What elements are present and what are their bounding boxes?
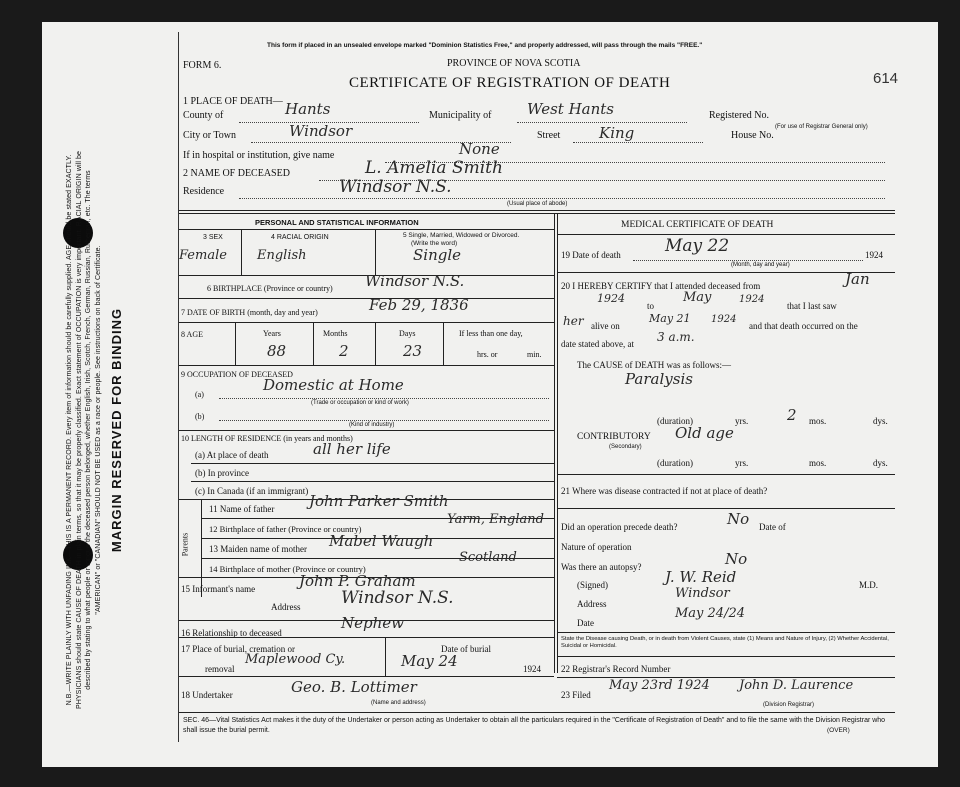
days-label: Days xyxy=(399,329,416,338)
filed-value: May 23rd 1924 xyxy=(609,678,710,693)
mother-birthplace-value: Scotland xyxy=(459,550,517,565)
city-label: City or Town xyxy=(183,130,237,141)
division-registrar-note: (Division Registrar) xyxy=(763,702,815,708)
birthplace-value: Windsor N.S. xyxy=(365,272,465,290)
place-heading: 1 PLACE OF DEATH— xyxy=(183,96,283,107)
secondary-note: (Secondary) xyxy=(609,444,642,450)
occ-a-note: (Trade or occupation or kind of work) xyxy=(311,400,409,406)
informant-address-value: Windsor N.S. xyxy=(341,588,454,608)
signed-value: J. W. Reid xyxy=(665,568,737,586)
occ-a-label: (a) xyxy=(195,390,204,399)
personal-heading: PERSONAL AND STATISTICAL INFORMATION xyxy=(255,218,419,227)
father-value: John Parker Smith xyxy=(309,492,449,510)
contrib-mos-label: mos. xyxy=(809,458,827,468)
certify-year-2: 1924 xyxy=(739,294,765,305)
margin-binding-label: MARGIN RESERVED FOR BINDING xyxy=(109,307,124,553)
house-label: House No. xyxy=(731,130,774,141)
cause-label: The CAUSE of DEATH was as follows:— xyxy=(577,360,731,370)
years-label: Years xyxy=(263,329,281,338)
hospital-label: If in hospital or institution, give name xyxy=(183,150,335,161)
certify-label: 20 I HEREBY CERTIFY that I attended deceased from xyxy=(561,281,761,291)
certificate-form xyxy=(178,32,899,742)
contrib-dys-label: dys. xyxy=(873,458,888,468)
death-date-label: 19 Date of death xyxy=(561,250,621,260)
relationship-label: 16 Relationship to deceased xyxy=(181,628,282,638)
father-birthplace-label: 12 Birthplace of father (Province or country) xyxy=(209,524,362,534)
registered-label: Registered No. xyxy=(709,110,769,121)
mother-value: Mabel Waugh xyxy=(329,532,434,550)
res-c-label: (c) In Canada (if an immigrant) xyxy=(195,486,309,496)
marital-label: 5 Single, Married, Widowed or Divorced. xyxy=(403,232,520,239)
parents-label: Parents xyxy=(180,532,190,557)
municipality-label: Municipality of xyxy=(429,110,492,121)
certify-year-1: 1924 xyxy=(597,292,625,305)
dob-value: Feb 29, 1836 xyxy=(369,296,469,314)
racial-label: 4 RACIAL ORIGIN xyxy=(271,234,329,241)
cause-yrs-label: yrs. xyxy=(735,416,749,426)
occupation-label: 9 OCCUPATION OF DECEASED xyxy=(181,370,293,379)
undertaker-value: Geo. B. Lottimer xyxy=(291,678,417,696)
binding-margin xyxy=(65,150,175,710)
county-label: County of xyxy=(183,110,224,121)
street-label: Street xyxy=(537,130,561,141)
section-46-note: SEC. 46—Vital Statistics Act makes it the duty of the Undertaker or person acting as Undertaker to obtain all the particulars required in the "Certificate of Registration of Death" and to file the same with the Division Registrar who shall issue the burial permit. xyxy=(183,717,886,734)
name-label: 2 NAME OF DECEASED xyxy=(183,168,290,179)
mother-label: 13 Maiden name of mother xyxy=(209,544,307,554)
contributory-value: Old age xyxy=(675,424,734,442)
physician-address-label: Address xyxy=(577,599,607,609)
signed-date-label: Date xyxy=(577,618,594,628)
undertaker-label: 18 Undertaker xyxy=(181,690,233,700)
marital-note: (Write the word) xyxy=(411,240,458,247)
mail-notice: This form if placed in an unsealed envelope marked "Dominion Statistics Free," and properly addressed, will pass through the mails "FREE." xyxy=(267,42,703,49)
informant-label: 15 Informant's name xyxy=(181,584,256,594)
street-value: King xyxy=(599,124,635,142)
informant-address-label: Address xyxy=(271,602,301,612)
burial-place-label: 17 Place of burial, cremation or xyxy=(181,644,295,654)
filed-label: 23 Filed xyxy=(561,690,591,700)
autopsy-value: No xyxy=(725,550,748,568)
margin-instructions: N.B.—WRITE PLAINLY WITH UNFADING INK—THIS IS A PERMANENT RECORD. Every item of information should be carefully supplied. AGE should be stated EXACTLY. PHYSICIANS should state CAUSE OF DEATH in plain terms, so that it may be properly classified. Exact statement of OCCUPATION is very important. RACIAL ORIGIN will be described by stating to what people or tongue the deceased person belonged, whether English, Irish, Scotch, French, German, Russian, Ruthenian, etc. The terms "AMERICAN" or "CANADIAN" SHOULD NOT BE USED as a race or people. See instructions on back of Certificate. xyxy=(66,150,102,710)
burial-date-label: Date of burial xyxy=(441,644,491,654)
alive-year: 1924 xyxy=(711,314,737,325)
relationship-value: Nephew xyxy=(341,614,404,632)
signed-date-value: May 24/24 xyxy=(675,606,746,621)
stamp-number: 614 xyxy=(873,70,899,87)
cause-duration-value: 2 xyxy=(787,406,797,424)
residence-value: Windsor N.S. xyxy=(339,177,452,197)
province-heading: PROVINCE OF NOVA SCOTIA xyxy=(447,58,581,69)
form-number: FORM 6. xyxy=(183,60,222,71)
residence-length-heading: 10 LENGTH OF RESIDENCE (in years and months) xyxy=(181,434,353,443)
name-value: L. Amelia Smith xyxy=(365,158,503,178)
to-label: to xyxy=(647,301,655,311)
res-a-value: all her life xyxy=(313,440,391,458)
alive-value: May 21 xyxy=(649,312,691,325)
age-label: 8 AGE xyxy=(181,330,203,339)
time-value: 3 a.m. xyxy=(657,330,695,344)
removal-label: removal xyxy=(205,664,235,674)
burial-year: 1924 xyxy=(523,664,541,674)
hospital-value: None xyxy=(459,140,500,158)
contrib-duration-label: (duration) xyxy=(657,458,693,468)
occupation-value: Domestic at Home xyxy=(263,376,404,394)
months-value: 2 xyxy=(339,342,349,360)
record-number-label: 22 Registrar's Record Number xyxy=(561,664,671,674)
death-date-note: (Month, day and year) xyxy=(731,262,790,268)
marital-value: Single xyxy=(413,246,462,264)
burial-place-value: Maplewood Cy. xyxy=(245,652,346,667)
racial-value: English xyxy=(257,248,307,263)
dob-label: 7 DATE OF BIRTH (month, day and year) xyxy=(181,308,318,317)
father-birthplace-value: Yarm, England xyxy=(447,512,544,527)
occ-b-label: (b) xyxy=(195,412,205,421)
over-label: (OVER) xyxy=(827,727,850,734)
sex-label: 3 SEX xyxy=(203,234,223,241)
contrib-yrs-label: yrs. xyxy=(735,458,749,468)
hrs-label: hrs. or xyxy=(477,350,498,359)
cause-dys-label: dys. xyxy=(873,416,888,426)
registrar-note: (For use of Registrar General only) xyxy=(775,124,868,130)
certify-to: May xyxy=(683,290,712,305)
municipality-value: West Hants xyxy=(527,100,614,118)
death-year: 1924 xyxy=(865,250,883,260)
physician-address-value: Windsor xyxy=(675,586,730,601)
alive-label: alive on xyxy=(591,321,620,331)
father-label: 11 Name of father xyxy=(209,504,275,514)
res-b-label: (b) In province xyxy=(195,468,249,478)
months-label: Months xyxy=(323,329,348,338)
mother-birthplace-label: 14 Birthplace of mother (Province or country) xyxy=(209,564,366,574)
city-value: Windsor xyxy=(289,122,353,140)
violent-causes-note: State the Disease causing Death, or in death from Violent Causes, state (1) Means and Nature of Injury, (2) Whether Accidental, Suicidal or Homicidal. xyxy=(561,636,889,649)
last-saw-label: that I last saw xyxy=(787,301,837,311)
residence-note: (Usual place of abode) xyxy=(507,201,568,207)
min-label: min. xyxy=(527,350,542,359)
undertaker-note: (Name and address) xyxy=(371,700,426,706)
cause-mos-label: mos. xyxy=(809,416,827,426)
informant-value: John P. Graham xyxy=(299,572,416,590)
cause-value: Paralysis xyxy=(625,370,693,388)
md-label: M.D. xyxy=(859,580,879,590)
pronoun-value: her xyxy=(563,314,584,328)
certify-from: Jan xyxy=(845,270,870,288)
nature-label: Nature of operation xyxy=(561,542,632,552)
res-a-label: (a) At place of death xyxy=(195,450,269,460)
birthplace-label: 6 BIRTHPLACE (Province or country) xyxy=(207,284,333,293)
operation-value: No xyxy=(727,510,750,528)
occurred-label: and that death occurred on the xyxy=(749,321,858,331)
autopsy-label: Was there an autopsy? xyxy=(561,562,642,572)
contracted-label: 21 Where was disease contracted if not at place of death? xyxy=(561,486,768,496)
less-day-label: If less than one day, xyxy=(459,329,523,338)
signed-label: (Signed) xyxy=(577,580,608,590)
residence-label: Residence xyxy=(183,186,225,197)
contributory-label: CONTRIBUTORY xyxy=(577,432,651,442)
sex-value: Female xyxy=(179,248,227,263)
death-date-value: May 22 xyxy=(665,236,730,256)
occ-b-note: (Kind of industry) xyxy=(349,422,395,428)
cause-duration-label: (duration) xyxy=(657,416,693,426)
date-of-label: Date of xyxy=(759,522,786,532)
medical-heading: MEDICAL CERTIFICATE OF DEATH xyxy=(621,220,774,230)
years-value: 88 xyxy=(267,342,287,360)
burial-date-value: May 24 xyxy=(401,652,458,670)
certificate-title: CERTIFICATE OF REGISTRATION OF DEATH xyxy=(349,75,671,91)
operation-label: Did an operation precede death? xyxy=(561,522,678,532)
days-value: 23 xyxy=(403,342,423,360)
date-above-label: date stated above, at xyxy=(561,339,634,349)
registrar-signature: John D. Laurence xyxy=(739,678,854,693)
county-value: Hants xyxy=(285,100,331,118)
